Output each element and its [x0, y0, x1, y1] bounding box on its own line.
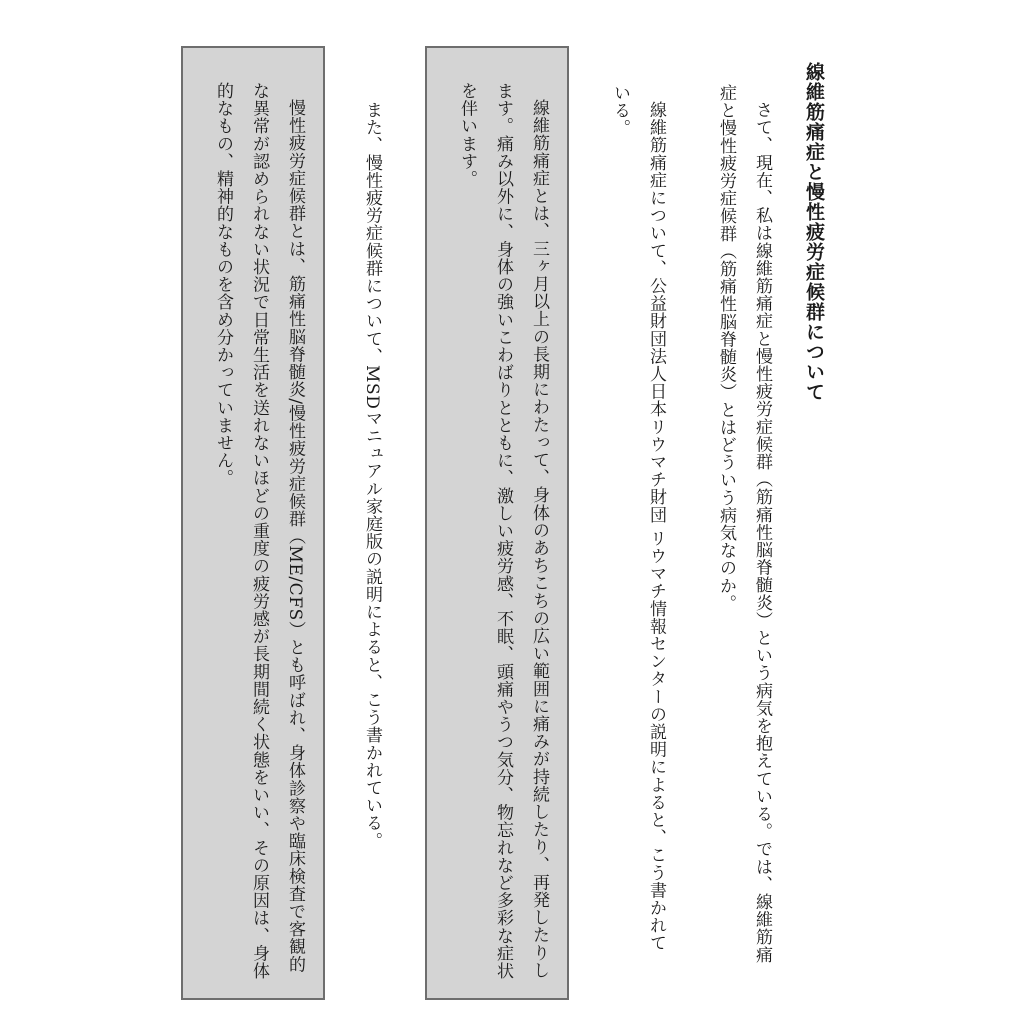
- cfs-intro-paragraph: また、慢性疲労症候群について、MSDマニュアル家庭版の説明によると、こう書かれている。: [362, 101, 382, 850]
- cfs-quote-box: [181, 46, 325, 1000]
- cfs-quote-text: 慢性疲労症候群とは、筋痛性脳脊髄炎/慢性疲労症候群（ME/CFS）とも呼ばれ、身体診察や臨床検査で客観的な異常が認められない状況で日常生活を送れないほどの重度の疲労感が長期間続く状態をいい、その原因は、身体的なもの、精神的なものを含め分かっていません。: [213, 82, 305, 980]
- page-title: 線維筋痛症と慢性疲労症候群について: [803, 62, 825, 402]
- fibromyalgia-quote-box: [425, 46, 569, 1000]
- fibromyalgia-quote-text: 線維筋痛症とは、三ヶ月以上の長期にわたって、身体のあちこちの広い範囲に痛みが持続したり、再発したりします。痛み以外に、身体の強いこわばりとともに、激しい疲労感、不眠、頭痛やうつ気分、物忘れなど多彩な症状を伴います。: [457, 82, 549, 980]
- fibromyalgia-intro-paragraph: 線維筋痛症について、公益財団法人日本リウマチ財団 リウマチ情報センターの説明によると、こう書かれている。: [610, 84, 666, 952]
- intro-paragraph: さて、現在、私は線維筋痛症と慢性疲労症候群（筋痛性脳脊髄炎）という病気を抱えている。では、線維筋痛症と慢性疲労症候群（筋痛性脳脊髄炎）とはどういう病気なのか。: [716, 84, 772, 964]
